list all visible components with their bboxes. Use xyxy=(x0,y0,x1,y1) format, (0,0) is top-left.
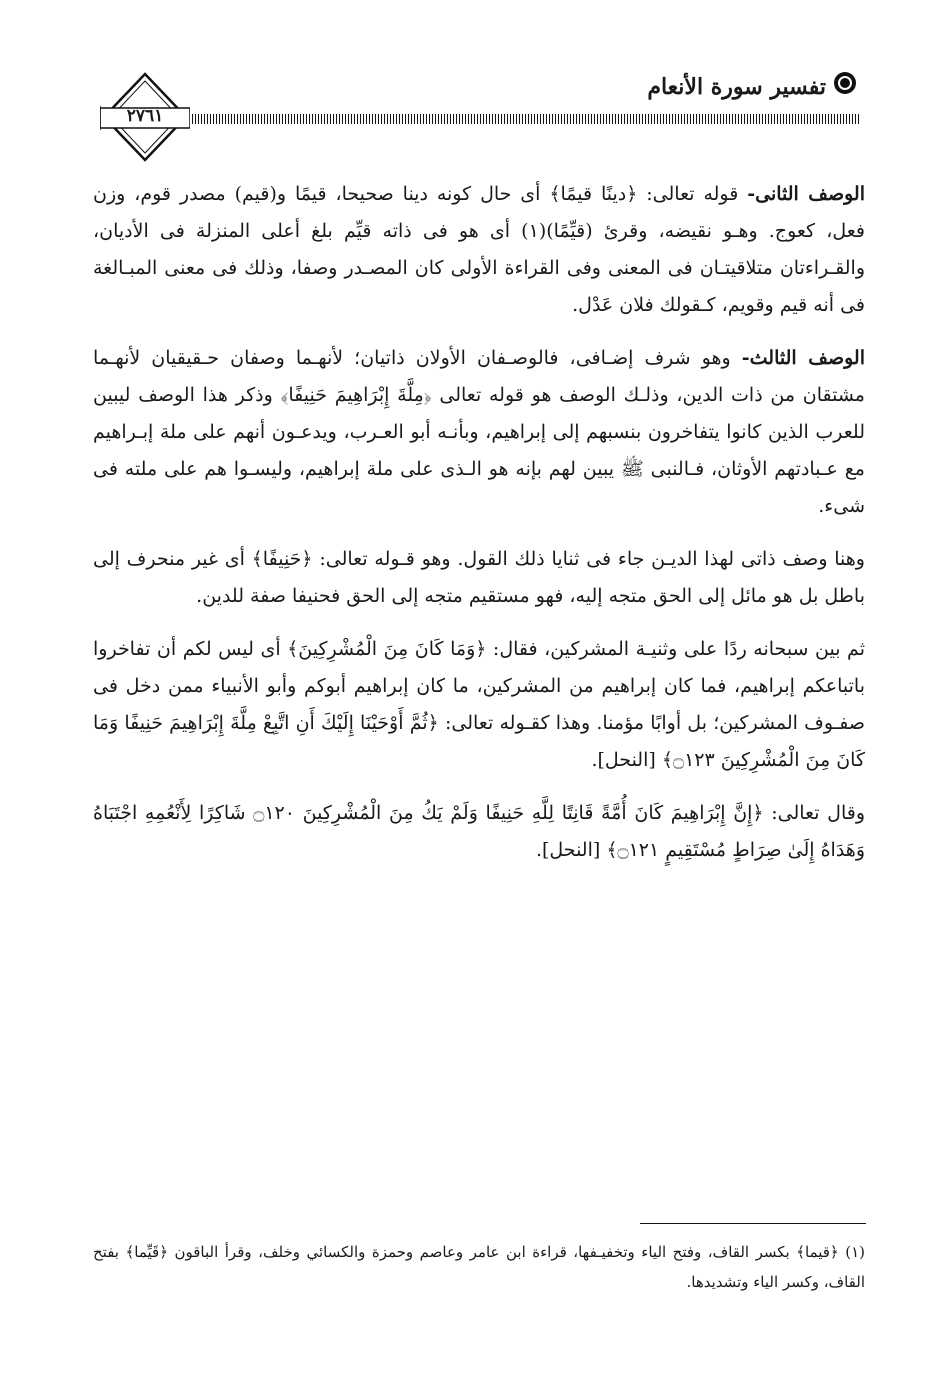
paragraph xyxy=(93,541,865,615)
running-header-title: تفسير سورة الأنعام xyxy=(647,74,826,100)
paragraph xyxy=(93,795,865,869)
paragraph-text: وهنا وصف ذاتى لهذا الديـن جاء فى ثنايا ذلك القول. وهو قـوله تعالى: ﴿حَنِيفًا﴾ أى غير منحرف إلى باطل بل هو مائل إلى الحق متجه إليه، فهو مستقيم متجه إلى الحق فحنيفا صفة للدين. xyxy=(93,548,865,607)
paragraph-text: وهو شرف إضـافى، فالوصـفان الأولان ذاتيان؛ لأنهـما وصفان حـقيقيان لأنهـما مشتقان من ذات الدين، وذلـك الوصف هو قوله تعالى ﴿مِلَّةَ إِبْرَاهِيمَ حَنِيفًا﴾ وذكر هذا الوصف ليبين للعرب الذين كانوا يتفاخرون بنسبهم إلى إبراهيم، وبأنـه أبو العـرب، ويدعـون أنهم على ملة إبـراهيم مع عـبادتهم الأوثان، فـالنبى ﷺ يبين لهم بإنه هو الـذى على ملة إبراهيم، وليسـوا هم على ملته فى شىء. xyxy=(93,347,865,517)
footnote: (١) ﴿قيما﴾ بكسر القاف، وفتح الياء وتخفيـفها، قراءة ابن عامر وعاصم وحمزة والكسائي وخلف، وقرأ الباقون ﴿قَيِّما﴾ بفتح القاف، وكسر الياء وتشديدها. xyxy=(93,1243,865,1291)
paragraph-text: ثم بين سبحانه ردًا على وثنيـة المشركين، فقال: ﴿وَمَا كَانَ مِنَ الْمُشْرِكِينَ﴾ أى ليس لكم أن تفاخروا باتباعكم إبراهيم، فما كان إبراهيم من المشركين، ما كان إبراهيم أبوكم وأبو الأنبياء ممن دخل فى صفـوف المشركين؛ بل أوابًا مؤمنا. وهذا كقـوله تعالى: ﴿ثُمَّ أَوْحَيْنَا إِلَيْكَ أَنِ اتَّبِعْ مِلَّةَ إِبْرَاهِيمَ حَنِيفًا وَمَا كَانَ مِنَ الْمُشْرِكِينَ ۝١٢٣﴾ [النحل]. xyxy=(93,638,865,771)
ornament-icon xyxy=(834,72,856,94)
footnote-rule xyxy=(640,1223,866,1224)
paragraph-text: وقال تعالى: ﴿إِنَّ إِبْرَاهِيمَ كَانَ أُمَّةً قَانِتًا لِلَّهِ حَنِيفًا وَلَمْ يَكُ مِنَ الْمُشْرِكِينَ ۝١٢٠ شَاكِرًا لِأَنْعُمِهِ اجْتَبَاهُ وَهَدَاهُ إِلَىٰ صِرَاطٍ مُسْتَقِيمٍ ۝١٢١﴾ [النحل]. xyxy=(93,802,865,861)
paragraph-heading: الوصف الثالث- xyxy=(741,347,865,369)
header-rule xyxy=(180,114,860,124)
page-number-badge xyxy=(100,72,190,162)
paragraph-text: قوله تعالى: ﴿دينًا قيمًا﴾ أى حال كونه دينا صحيحا، قيمًا و(قيم) مصدر قوم، وزن فعل، كعوج. وهـو نقيضه، وقرئ (قيِّمًا)(١) أى هو فى ذاته قيِّم بلغ أعلى المنزلة فى الأديان، والقـراءتان متلاقيتـان فى المعنى وفى القراءة الأولى كان المصـدر وصفا، وذلك فى معنى المبـالغة فى أنه قيم وقويم، كـقولك فلان عَدْل. xyxy=(93,183,865,316)
paragraph xyxy=(93,176,865,324)
main-text xyxy=(93,176,865,885)
paragraph xyxy=(93,631,865,779)
paragraph-heading: الوصف الثانى- xyxy=(747,183,865,205)
paragraph xyxy=(93,340,865,525)
page-number: ٢٧٦١ xyxy=(126,106,164,126)
